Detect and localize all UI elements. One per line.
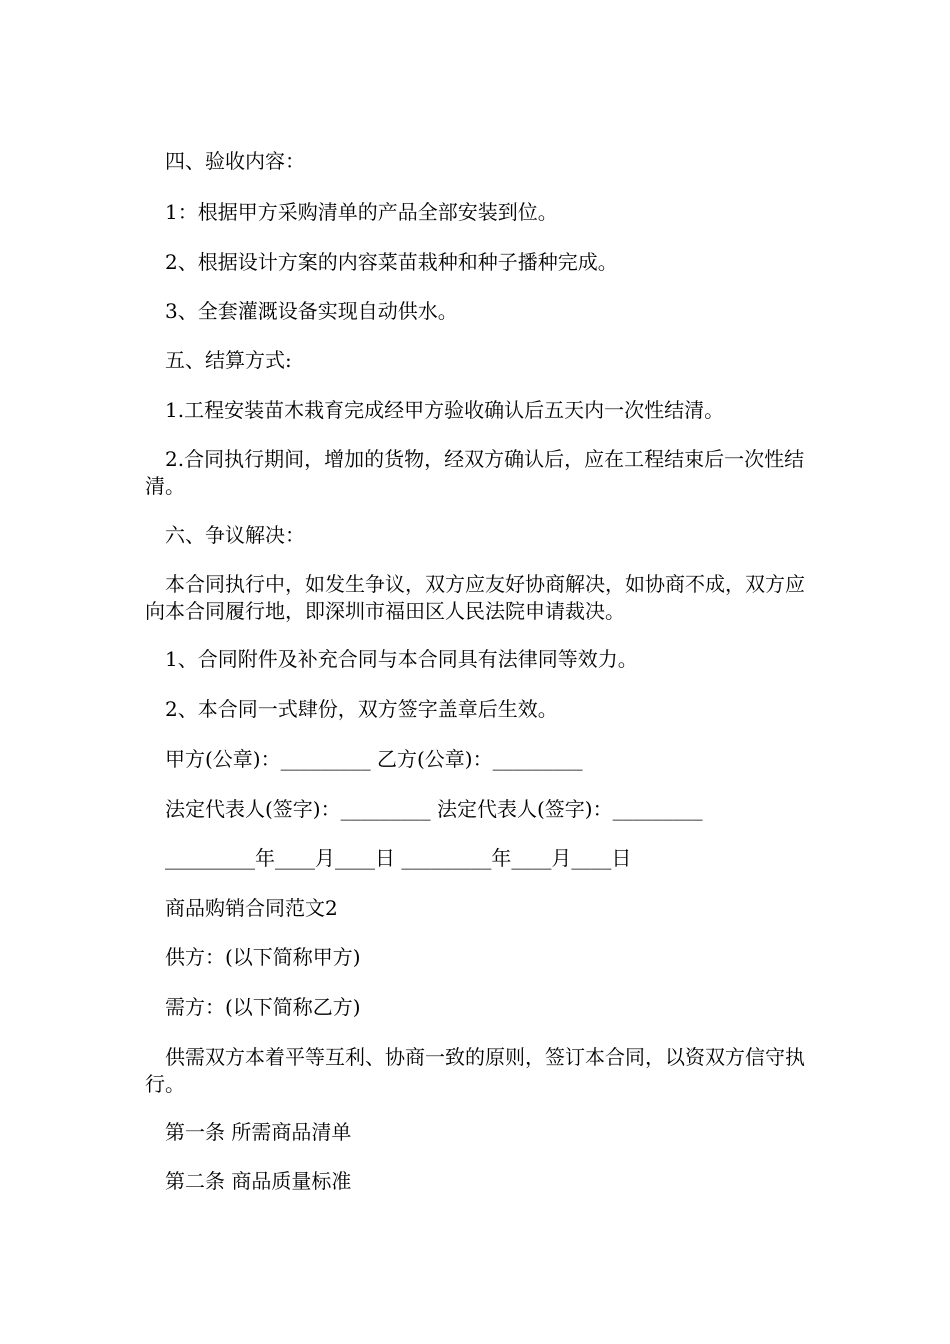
paragraph: 3、全套灌溉设备实现自动供水。 xyxy=(145,299,458,323)
section-heading-settlement: 五、结算方式: xyxy=(145,348,292,372)
section-heading-acceptance: 四、验收内容： xyxy=(145,149,305,173)
paragraph: 2、本合同一式肆份，双方签字盖章后生效。 xyxy=(145,697,558,721)
section-heading-dispute: 六、争议解决： xyxy=(145,523,305,547)
paragraph: 2.合同执行期间，增加的货物，经双方确认后，应在工程结束后一次性结清。 xyxy=(145,447,805,498)
paragraph: 1、合同附件及补充合同与本合同具有法律同等效力。 xyxy=(145,647,638,671)
paragraph: 1.工程安装苗木栽育完成经甲方验收确认后五天内一次性结清。 xyxy=(145,398,725,422)
signature-line-representative: 法定代表人(签字)：_________ 法定代表人(签字)：_________ xyxy=(145,797,703,821)
article-heading: 第二条 商品质量标准 xyxy=(145,1169,352,1193)
paragraph: 本合同执行中，如发生争议，双方应友好协商解决，如协商不成，双方应向本合同履行地，即深圳市福田区人民法院申请裁决。 xyxy=(145,572,805,623)
paragraph: 2、根据设计方案的内容菜苗栽种和种子播种完成。 xyxy=(145,250,618,274)
signature-line-date: _________年____月____日 _________年____月____日 xyxy=(145,846,632,870)
document-title: 商品购销合同范文2 xyxy=(145,896,338,920)
paragraph: 1：根据甲方采购清单的产品全部安装到位。 xyxy=(145,200,558,224)
signature-line-seal: 甲方(公章)：_________ 乙方(公章)：_________ xyxy=(145,747,583,771)
paragraph: 供需双方本着平等互利、协商一致的原则，签订本合同，以资双方信守执行。 xyxy=(145,1045,805,1096)
party-buyer: 需方：(以下简称乙方) xyxy=(145,995,361,1019)
party-supplier: 供方：(以下简称甲方) xyxy=(145,945,361,969)
article-heading: 第一条 所需商品清单 xyxy=(145,1120,352,1144)
